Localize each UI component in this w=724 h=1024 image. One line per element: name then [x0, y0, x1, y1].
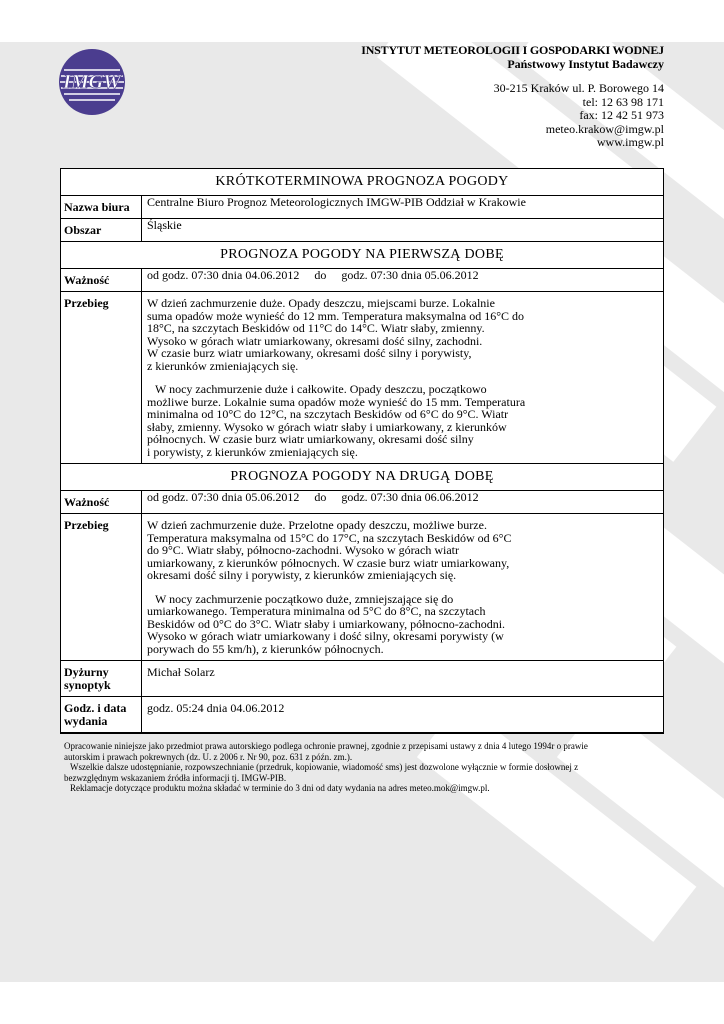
institute-subtitle: Państwowy Instytut Badawczy	[507, 56, 664, 71]
day2-night-paragraph	[147, 593, 658, 656]
day2-day-paragraph	[147, 519, 658, 582]
text-line: okresami dość silny i porywisty, z kierunków zmieniających się.	[147, 568, 457, 582]
day1-validity-to-word: do	[314, 268, 327, 282]
text-line: suma opadów może wynieść do 12 mm. Temperatura maksymalna od 16°C do	[147, 308, 524, 323]
legal-footer	[64, 741, 664, 794]
text-line: porywach do 55 km/h), z kierunków północnych.	[147, 641, 384, 656]
forecaster-value: Michał Solarz	[142, 661, 664, 697]
address-line: 30-215 Kraków ul. P. Borowego 14	[493, 81, 664, 95]
footer-line: Wszelkie dalsze udostępnianie, rozpowszechnianie (przedruk, kopiowanie, wiadomość sms) jest dozwolone wyłącznie w formie dosłownej z	[70, 762, 579, 772]
document-title: KRÓTKOTERMINOWA PROGNOZA POGODY	[61, 169, 664, 196]
label-line: wydania	[64, 713, 108, 728]
label-line: synoptyk	[64, 677, 111, 692]
day2-validity-to-word: do	[314, 490, 327, 504]
text-line: minimalna od 10°C do 12°C, na szczytach Beskidów od 6°C do 9°C. Wiatr	[147, 407, 509, 421]
footer-line: Opracowanie niniejsze jako przedmiot prawa autorskiego podlega ochronie prawnej, zgodnie z przepisami ustawy z dnia 4 lutego 1994r o prawie	[64, 741, 588, 751]
fax-line: fax: 12 42 51 973	[579, 108, 664, 122]
forecaster-label	[61, 661, 142, 697]
label-line: Dyżurny	[64, 665, 109, 679]
imgw-logo	[58, 48, 126, 116]
day2-title: PROGNOZA POGODY NA DRUGĄ DOBĘ	[61, 464, 664, 491]
day2-validity-value	[142, 491, 664, 514]
text-line: Wysoko w górach wiatr umiarkowany, okresami dość silny, zachodni.	[147, 333, 483, 348]
phone-line: tel: 12 63 98 171	[582, 94, 664, 109]
day2-validity-from: od godz. 07:30 dnia 05.06.2012	[147, 490, 300, 504]
footer-line: bezwzględnym wskazaniem źródła informacji tj. IMGW-PIB.	[64, 772, 287, 783]
office-value: Centralne Biuro Prognoz Meteorologicznych IMGW-PIB Oddział w Krakowie	[142, 196, 664, 219]
institute-header	[361, 44, 664, 150]
contact-block	[361, 82, 664, 150]
office-label: Nazwa biura	[61, 196, 142, 219]
day1-validity-to: godz. 07:30 dnia 05.06.2012	[341, 268, 479, 282]
text-line: możliwe burze. Lokalnie suma opadów może wynieść do 15 mm. Temperatura	[147, 394, 526, 409]
day1-course-label: Przebieg	[61, 292, 142, 464]
area-label: Obszar	[61, 219, 142, 242]
text-line: umiarkowanego. Temperatura minimalna od 5°C do 8°C, na szczytach	[147, 604, 486, 618]
day2-validity-label: Ważność	[61, 491, 142, 514]
text-line: W czasie burz wiatr umiarkowany, okresami dość silny i porywisty,	[147, 346, 472, 360]
text-line: W nocy zachmurzenie początkowo duże, zmniejszające się do	[155, 591, 454, 606]
day1-night-paragraph	[147, 383, 658, 458]
area-value: Śląskie	[142, 219, 664, 242]
forecast-table	[60, 168, 664, 733]
institute-name: INSTYTUT METEOROLOGII I GOSPODARKI WODNEJ	[361, 43, 664, 57]
email-line[interactable]: meteo.krakow@imgw.pl	[545, 121, 664, 136]
footer-line: autorskim i prawach pokrewnych (dz. U. z 2006 r. Nr 90, poz. 631 z późn. zm.).	[64, 751, 353, 762]
text-line: 18°C, na szczytach Beskidów od 11°C do 14°C. Wiatr słaby, zmienny.	[147, 321, 485, 335]
day1-validity-from: od godz. 07:30 dnia 04.06.2012	[147, 268, 300, 282]
text-line: Wysoko w górach wiatr umiarkowany i dość silny, okresami porywisty (w	[147, 629, 504, 643]
issued-label	[61, 697, 142, 733]
day1-validity-value	[142, 269, 664, 292]
day2-course-label: Przebieg	[61, 514, 142, 661]
text-line: słaby, zmienny. Wysoko w górach wiatr słaby i umiarkowany, z kierunków	[147, 419, 507, 434]
day2-validity-to: godz. 07:30 dnia 06.06.2012	[341, 490, 479, 504]
text-line: do 9°C. Wiatr słaby, północno-zachodni. Wysoko w górach wiatr	[147, 543, 459, 557]
day1-validity-label: Ważność	[61, 269, 142, 292]
logo-lettering: IMGW	[63, 71, 121, 93]
day2-course-text	[142, 514, 664, 661]
text-line: W dzień zachmurzenie duże. Przelotne opady deszczu, możliwe burze.	[147, 518, 487, 532]
text-line: z kierunków zmieniających się.	[147, 358, 299, 373]
text-line: i porywisty, z kierunków zmieniających się.	[147, 444, 358, 459]
label-line: Godz. i data	[64, 701, 127, 715]
text-line: umiarkowany, z kierunków północnych. W czasie burz wiatr umiarkowany,	[147, 555, 510, 570]
text-line: Beskidów od 0°C do 3°C. Wiatr słaby i umiarkowany, północno-zachodni.	[147, 616, 506, 631]
day1-day-paragraph	[147, 297, 658, 372]
website-line[interactable]: www.imgw.pl	[596, 135, 664, 149]
day1-course-text	[142, 292, 664, 464]
text-line: W dzień zachmurzenie duże. Opady deszczu, miejscami burze. Lokalnie	[147, 296, 495, 310]
issued-value: godz. 05:24 dnia 04.06.2012	[142, 697, 664, 733]
text-line: Temperatura maksymalna od 15°C do 17°C, na szczytach Beskidów od 6°C	[147, 530, 512, 545]
text-line: W nocy zachmurzenie duże i całkowite. Opady deszczu, początkowo	[155, 382, 487, 396]
footer-line: Reklamacje dotyczące produktu można składać w terminie do 3 dni od daty wydania na adres meteo.mok@imgw.pl.	[70, 783, 490, 793]
day1-title: PROGNOZA POGODY NA PIERWSZĄ DOBĘ	[61, 242, 664, 269]
text-line: północnych. W czasie burz wiatr umiarkowany, okresami dość silny	[147, 432, 474, 446]
